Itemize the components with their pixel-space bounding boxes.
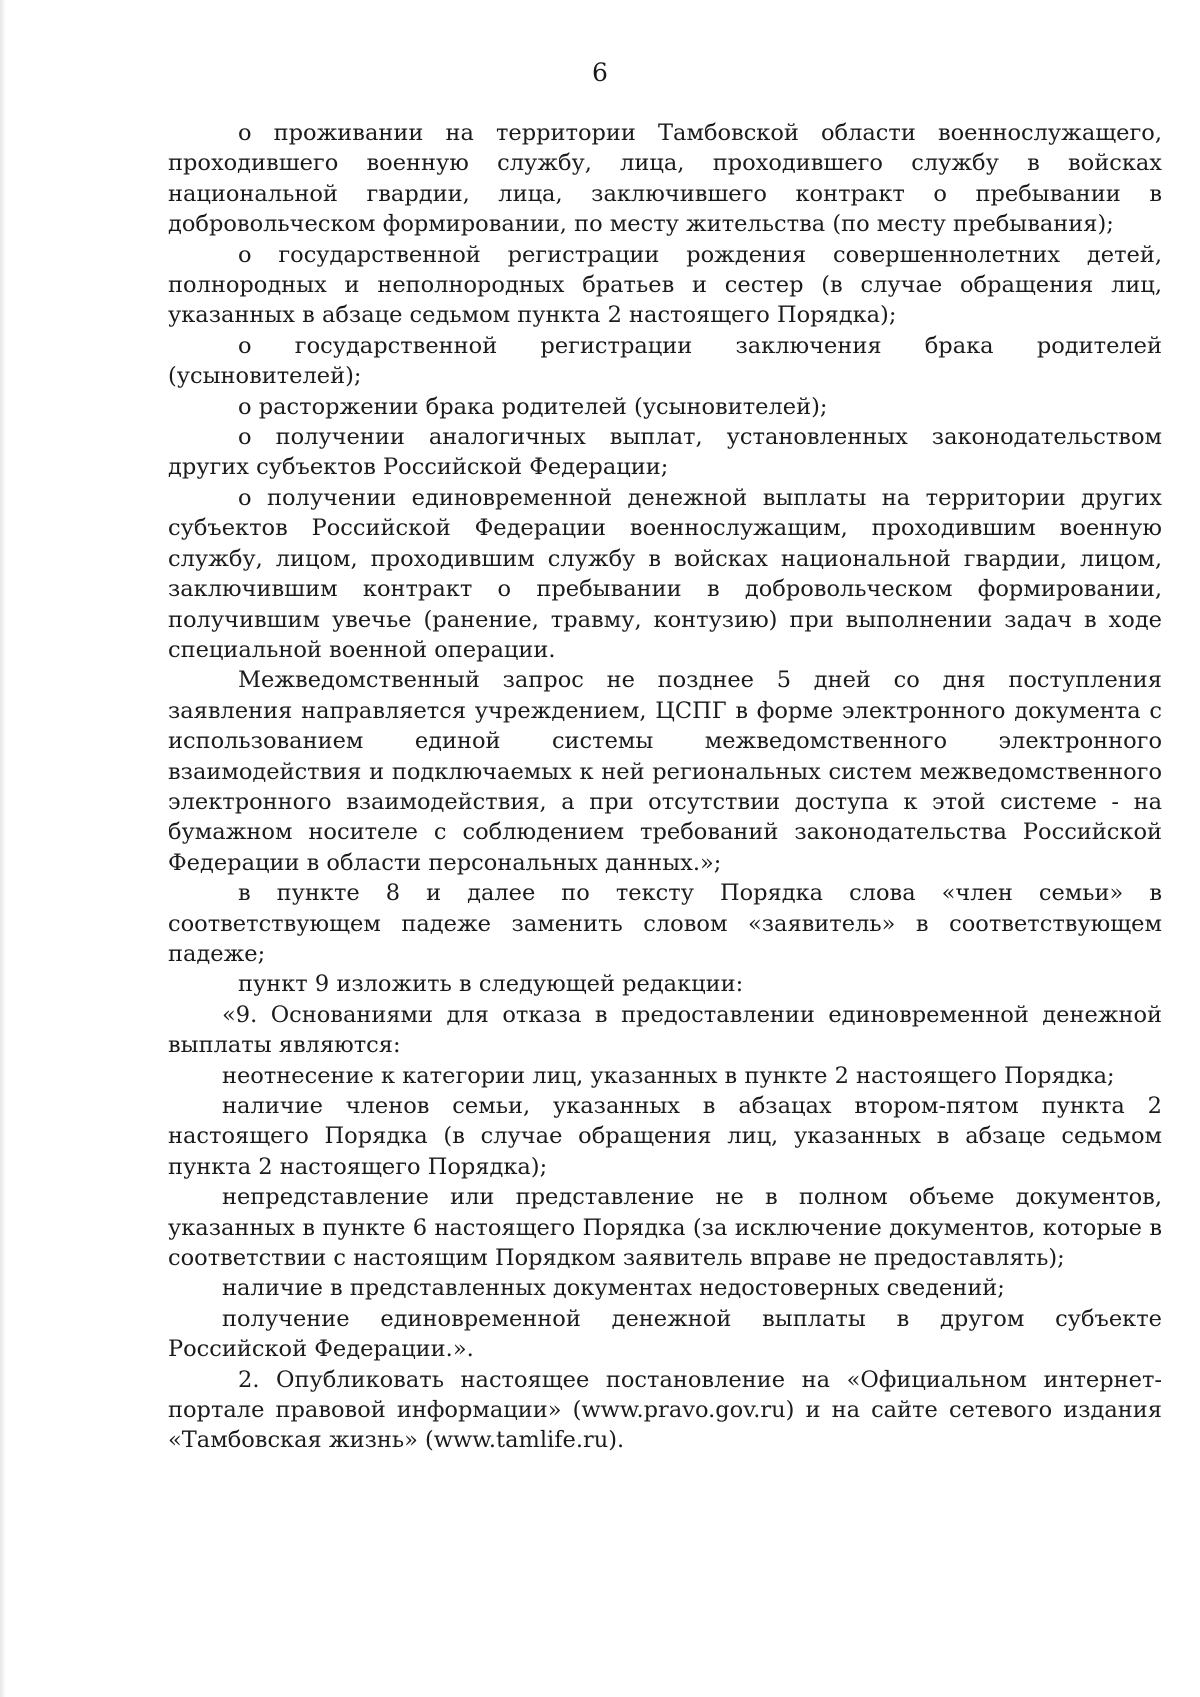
document-body (168, 118, 1162, 1456)
paragraph: о расторжении брака родителей (усыновителей); (238, 393, 828, 420)
scan-edge (0, 0, 6, 1697)
paragraph: 2. Опубликовать настоящее постановление на «Официальном интернет-портале правовой информации» (www.pravo.gov.ru) и на сайте сетевого издания «Тамбовская жизнь» (www.tamlife.ru). (168, 1366, 1162, 1454)
paragraph: «9. Основаниями для отказа в предоставлении единовременной денежной выплаты являются: (168, 1001, 1162, 1059)
paragraph: в пункте 8 и далее по тексту Порядка слова «член семьи» в соответствующем падеже заменить словом «заявитель» в соответствующем падеже; (168, 880, 1162, 967)
paragraph: о проживании на территории Тамбовской области военнослужащего, проходившего военную службу, лица, проходившего службу в войсках национальной гвардии, лица, заключившего контракт о пребывании в добровольческом формировании, по месту жительства (по месту пребывания); (168, 120, 1162, 238)
paragraph: о получении единовременной денежной выплаты на территории других субъектов Российской Федерации военнослужащим, проходившим военную службу, лицом, проходившим службу в войсках национальной гвардии, лицом, заключившим контракт о пребывании в добровольческом формировании, получившим увечье (ранение, травму, контузию) при выполнении задач в ходе специальной военной операции. (168, 484, 1162, 663)
paragraph: непредставление или представление не в полном объеме документов, указанных в пункте 6 настоящего Порядка (за исключение документов, которые в соответствии с настоящим Порядком заявитель вправе не предоставлять); (168, 1184, 1162, 1272)
paragraph: получение единовременной денежной выплаты в другом субъекте Российской Федерации.». (168, 1305, 1162, 1363)
paragraph: пункт 9 изложить в следующей редакции: (238, 971, 744, 998)
paragraph: о получении аналогичных выплат, установленных законодательством других субъектов Российской Федерации; (168, 424, 1162, 481)
paragraph: наличие в представленных документах недостоверных сведений; (222, 1275, 1005, 1302)
paragraph: неотнесение к категории лиц, указанных в пункте 2 настоящего Порядка; (222, 1062, 1115, 1089)
paragraph: Межведомственный запрос не позднее 5 дней со дня поступления заявления направляется учреждением, ЦСПГ в форме электронного документа с использованием единой системы межведомственного электронного взаимодействия и подключаемых к ней региональных систем межведомственного электронного взаимодействия, а при отсутствии доступа к этой системе - на бумажном носителе с соблюдением требований законодательства Российской Федерации в области персональных данных.»; (168, 667, 1162, 876)
paragraph: наличие членов семьи, указанных в абзацах втором-пятом пункта 2 настоящего Порядка (в случае обращения лиц, указанных в абзаце седьмом пункта 2 настоящего Порядка); (168, 1093, 1162, 1180)
page-number: 6 (592, 58, 608, 87)
paragraph: о государственной регистрации заключения брака родителей (усыновителей); (168, 332, 1162, 390)
paragraph: о государственной регистрации рождения совершеннолетних детей, полнородных и неполнородных братьев и сестер (в случае обращения лиц, указанных в абзаце седьмом пункта 2 настоящего Порядка); (168, 241, 1162, 329)
